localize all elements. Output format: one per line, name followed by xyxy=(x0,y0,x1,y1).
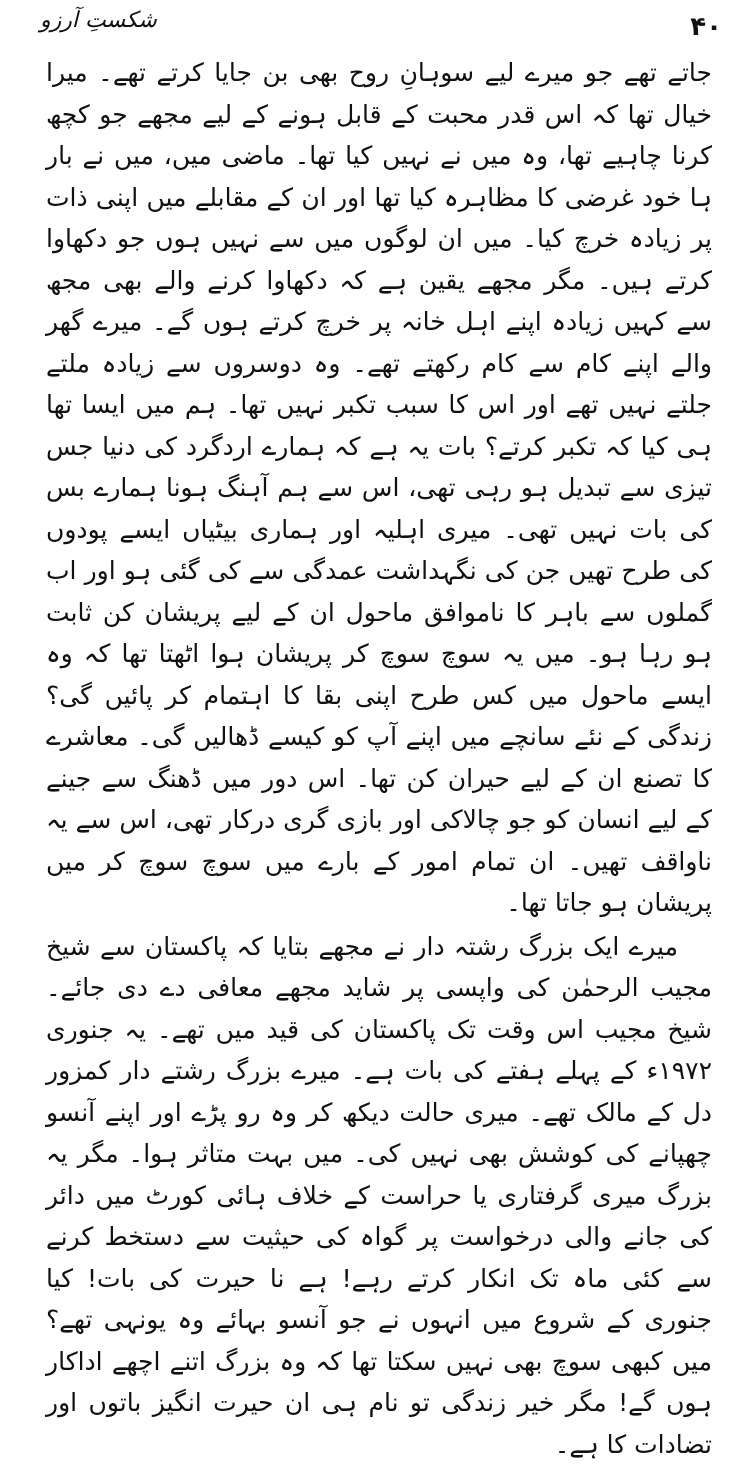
paragraph: میرے ایک بزرگ رشتہ دار نے مجھے بتایا کہ پاکستان سے شیخ مجیب الرحمٰن کی واپسی پر شاید مجھے معافی دے دی جائے۔ شیخ مجیب اس وقت تک پاکستان کی قید میں تھے۔ یہ جنوری ۱۹۷۲ء کے پہلے ہفتے کی بات ہے۔ میرے بزرگ رشتے دار کمزور دل کے مالک تھے۔ میری حالت دیکھ کر وہ رو پڑے اور اپنے آنسو چھپانے کی کوشش بھی نہیں کی۔ میں بہت متاثر ہوا۔ مگر یہ بزرگ میری گرفتاری یا حراست کے خلاف ہائی کورٹ میں دائر کی جانے والی درخواست پر گواہ کی حیثیت سے دستخط کرنے سے کئی ماہ تک انکار کرتے رہے! ہے نا حیرت کی بات! کیا جنوری کے شروع میں انہوں نے جو آنسو بہائے وہ یونہی تھے؟ میں کبھی سوچ بھی نہیں سکتا تھا کہ وہ بزرگ اتنے اچھے اداکار ہوں گے! مگر خیر زندگی تو نام ہی ان حیرت انگیز باتوں اور تضادات کا ہے۔ xyxy=(46,926,712,1465)
running-head xyxy=(28,0,722,52)
paragraph: جاتے تھے جو میرے لیے سوہانِ روح بھی بن جایا کرتے تھے۔ میرا خیال تھا کہ اس قدر محبت کے قابل ہونے کے لیے مجھے جو کچھ کرنا چاہیے تھا، وہ میں نے نہیں کیا تھا۔ ماضی میں، میں نے بار ہا خود غرضی کا مظاہرہ کیا تھا اور ان کے مقابلے میں اپنی ذات پر زیادہ خرچ کیا۔ میں ان لوگوں میں سے نہیں ہوں جو دکھاوا کرتے ہیں۔ مگر مجھے یقین ہے کہ دکھاوا کرنے والے بھی مجھ سے کہیں زیادہ اپنے اہل خانہ پر خرچ کرتے ہوں گے۔ میرے گھر والے اپنے کام سے کام رکھتے تھے۔ وہ دوسروں سے زیادہ ملتے جلتے نہیں تھے اور اس کا سبب تکبر نہیں تھا۔ ہم میں ایسا تھا ہی کیا کہ تکبر کرتے؟ بات یہ ہے کہ ہمارے اردگرد کی دنیا جس تیزی سے تبدیل ہو رہی تھی، اس سے ہم آہنگ ہونا ہمارے بس کی بات نہیں تھی۔ میری اہلیہ اور ہماری بیٹیاں ایسے پودوں کی طرح تھیں جن کی نگہداشت عمدگی سے کی گئی ہو اور اب گملوں سے باہر کا ناموافق ماحول ان کے لیے پریشان کن ثابت ہو رہا ہو۔ میں یہ سوچ سوچ کر پریشان ہوا اٹھتا تھا کہ وہ ایسے ماحول میں کس طرح اپنی بقا کا اہتمام کر پائیں گی؟ زندگی کے نئے سانچے میں اپنے آپ کو کیسے ڈھالیں گی۔ معاشرے کا تصنع ان کے لیے حیران کن تھا۔ اس دور میں ڈھنگ سے جینے کے لیے انسان کو جو چالاکی اور بازی گری درکار تھی، اس سے یہ ناواقف تھیں۔ ان تمام امور کے بارے میں سوچ سوچ کر میں پریشان ہو جاتا تھا۔ xyxy=(46,52,712,924)
book-title: شکستِ آرزو xyxy=(40,8,157,33)
page-body xyxy=(28,52,722,1465)
page-number: ۴۰ xyxy=(690,12,722,42)
